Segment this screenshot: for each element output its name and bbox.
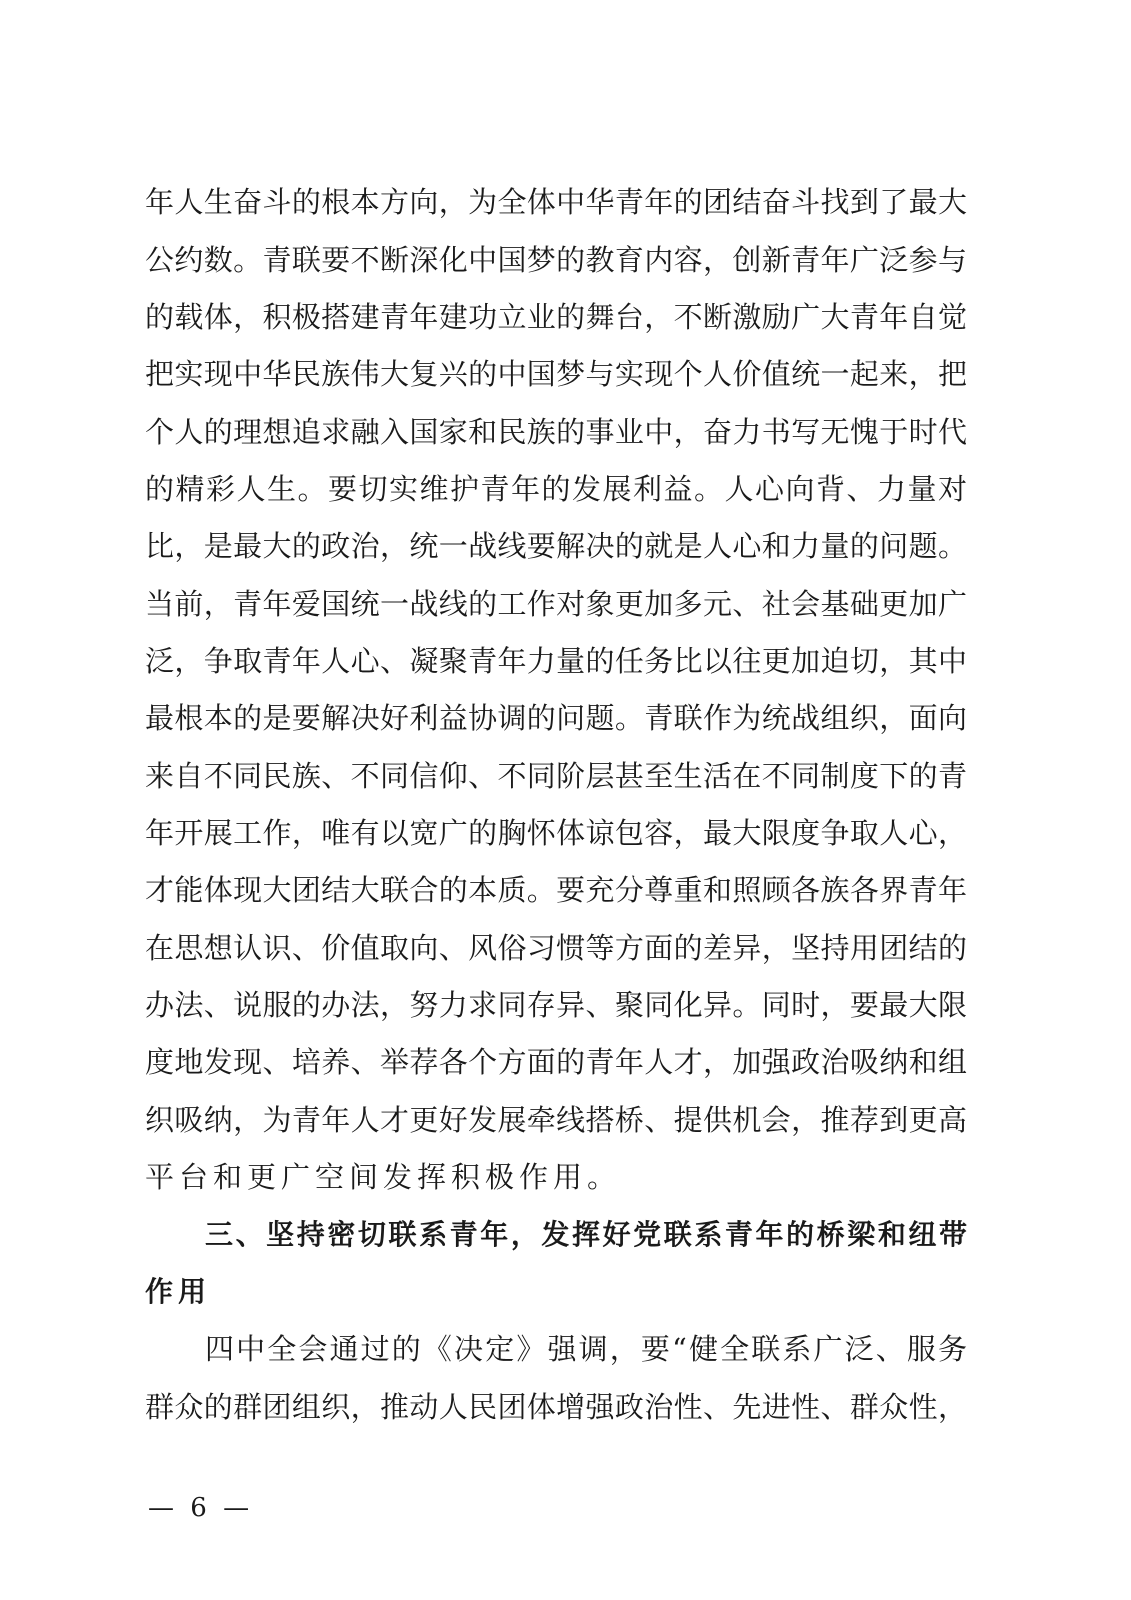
body-text-line: 群众的群团组织，推动人民团体增强政治性、先进性、群众性， (145, 1390, 967, 1424)
body-text-line: 平台和更广空间发挥积极作用。 (145, 1160, 622, 1194)
body-text-line: 比，是最大的政治，统一战线要解决的就是人心和力量的问题。 (145, 529, 967, 563)
body-text-line: 泛，争取青年人心、凝聚青年力量的任务比以往更加迫切，其中 (145, 644, 967, 678)
body-text-line: 把实现中华民族伟大复兴的中国梦与实现个人价值统一起来，把 (145, 357, 967, 391)
body-text-line: 来自不同民族、不同信仰、不同阶层甚至生活在不同制度下的青 (145, 759, 967, 793)
body-text-line: 年人生奋斗的根本方向，为全体中华青年的团结奋斗找到了最大 (145, 185, 967, 219)
body-text-line: 四中全会通过的《决定》强调，要“健全联系广泛、服务 (205, 1332, 967, 1366)
section-heading: 三、坚持密切联系青年，发挥好党联系青年的桥梁和纽带 (205, 1218, 967, 1251)
body-text-line: 当前，青年爱国统一战线的工作对象更加多元、社会基础更加广 (145, 587, 967, 621)
body-text-line: 最根本的是要解决好利益协调的问题。青联作为统战组织，面向 (145, 701, 967, 735)
body-text-line: 织吸纳，为青年人才更好发展牵线搭桥、提供机会，推荐到更高 (145, 1103, 967, 1137)
body-text-line: 个人的理想追求融入国家和民族的事业中，奋力书写无愧于时代 (145, 415, 967, 449)
body-text-line: 公约数。青联要不断深化中国梦的教育内容，创新青年广泛参与 (145, 243, 967, 277)
body-text-line: 办法、说服的办法，努力求同存异、聚同化异。同时，要最大限 (145, 988, 967, 1022)
body-text-line: 的精彩人生。要切实维护青年的发展利益。人心向背、力量对 (145, 472, 967, 506)
body-text-line: 才能体现大团结大联合的本质。要充分尊重和照顾各族各界青年 (145, 873, 967, 907)
body-text-line: 在思想认识、价值取向、风俗习惯等方面的差异，坚持用团结的 (145, 931, 967, 965)
body-text-line: 的载体，积极搭建青年建功立业的舞台，不断激励广大青年自觉 (145, 300, 967, 334)
body-text-line: 度地发现、培养、举荐各个方面的青年人才，加强政治吸纳和组 (145, 1045, 967, 1079)
body-text-line: 年开展工作，唯有以宽广的胸怀体谅包容，最大限度争取人心， (145, 816, 967, 850)
page-number: — 6 — (148, 1493, 254, 1523)
section-heading-continuation: 作用 (145, 1275, 212, 1308)
